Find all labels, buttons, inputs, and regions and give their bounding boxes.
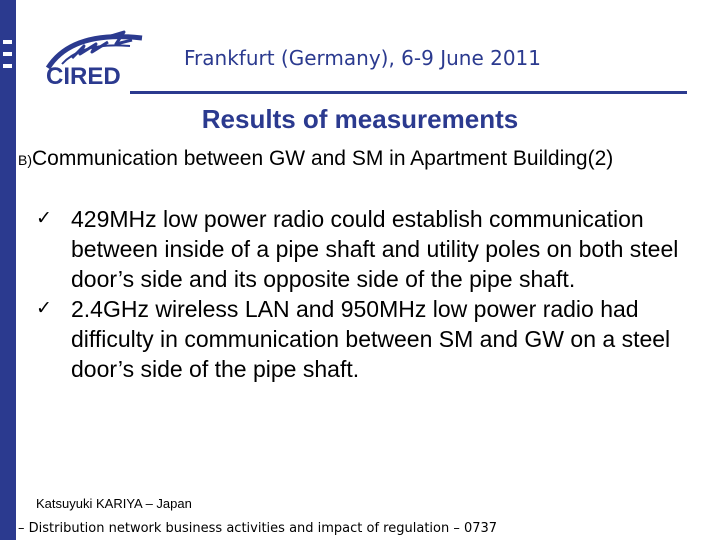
slide-title: Results of measurements xyxy=(201,104,519,134)
checkmark-icon: ✓ xyxy=(36,208,52,229)
footer-session: – Distribution network business activities and impact of regulation – 0737 xyxy=(18,521,498,536)
logo-text: CIRED xyxy=(46,63,121,90)
bullet-list xyxy=(36,204,686,384)
footer-author: Katsuyuki KARIYA – Japan xyxy=(36,496,192,511)
subtitle-label: B) xyxy=(18,152,32,168)
bullet-text: 2.4GHz wireless LAN and 950MHz low power radio had difficulty in communication between SM and GW on a steel door’s side of the pipe shaft. xyxy=(71,296,671,382)
bullet-item xyxy=(36,204,686,294)
subtitle-text: Communication between GW and SM in Apartment Building(2) xyxy=(32,147,614,170)
bullet-text: 429MHz low power radio could establish communication between inside of a pipe shaft and utility poles on both steel door’s side and its opposite side of the pipe shaft. xyxy=(71,206,679,292)
cired-logo xyxy=(42,28,152,90)
left-accent-bar xyxy=(0,0,16,540)
event-header: Frankfurt (Germany), 6-9 June 2011 xyxy=(184,46,542,70)
slide-subtitle xyxy=(18,147,613,171)
bullet-item xyxy=(36,294,686,384)
header-divider xyxy=(130,91,687,94)
checkmark-icon: ✓ xyxy=(36,298,52,319)
